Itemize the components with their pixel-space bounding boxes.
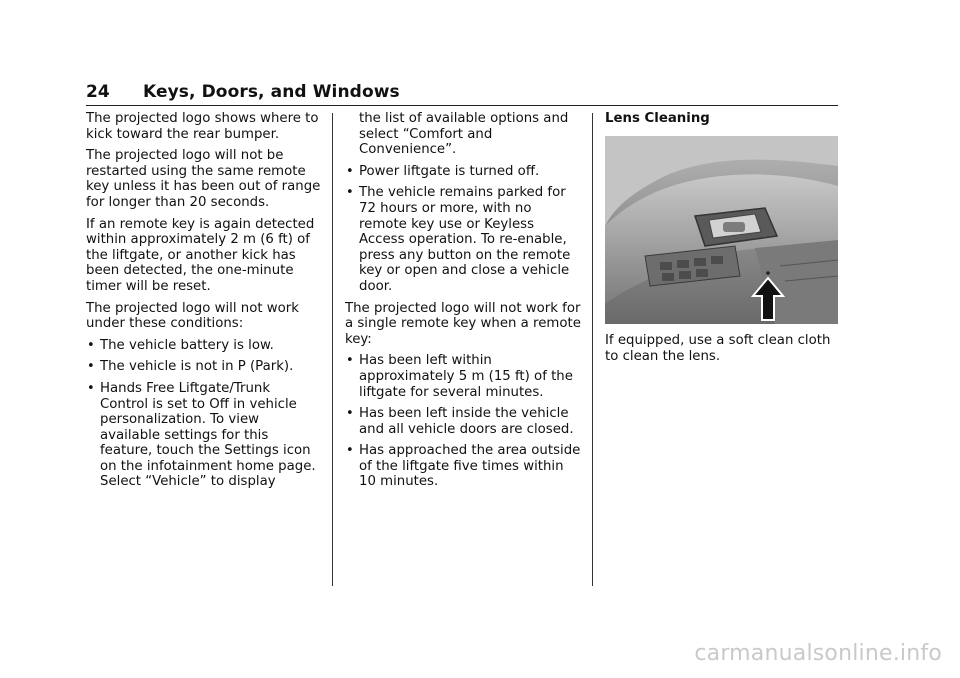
bullet-item: • Has approached the area outside of the liftgate five times within 10 minutes. bbox=[345, 443, 583, 490]
watermark: carmanualsonline.info bbox=[694, 641, 942, 666]
figure-caption: If equipped, use a soft clean cloth to clean the lens. bbox=[605, 333, 831, 364]
paragraph: The projected logo will not work for a single remote key when a remote key: bbox=[345, 300, 581, 347]
bullet-item: • Has been left inside the vehicle and all vehicle doors are closed. bbox=[345, 406, 583, 437]
bullet-item: • Has been left within approximately 5 m (15 ft) of the liftgate for several minutes. bbox=[345, 353, 583, 400]
paragraph: If an remote key is again detected within approximately 2 m (6 ft) of the liftgate, or another kick has been detected, the one-minute timer will be reset. bbox=[86, 216, 315, 294]
liftgate-lens-illustration bbox=[605, 136, 838, 324]
column-divider bbox=[592, 113, 593, 586]
column-3 bbox=[605, 111, 840, 133]
paragraph: The projected logo will not be restarted using the same remote key unless it has been out of range for longer than 20 seconds. bbox=[86, 148, 321, 210]
bullet-item: • Hands Free Liftgate/Trunk Control is set to Off in vehicle personalization. To view available settings for this feature, touch the Settings icon on the infotainment home page. Select “Vehicle” to display bbox=[86, 381, 322, 490]
bullet-list bbox=[86, 338, 322, 490]
page-number: 24 bbox=[86, 82, 110, 102]
column-2 bbox=[345, 111, 583, 496]
chapter-title: Keys, Doors, and Windows bbox=[143, 82, 400, 102]
bullet-item: • The vehicle remains parked for 72 hours or more, with no remote key use or Keyless Access operation. To re-enable, press any button on the remote key or open and close a vehicle door. bbox=[345, 185, 583, 294]
column-divider bbox=[332, 113, 333, 586]
column-1 bbox=[86, 111, 322, 496]
page-header bbox=[86, 80, 838, 106]
continued-bullet-text: the list of available options and select “Comfort and Convenience”. bbox=[359, 111, 569, 158]
section-heading: Lens Cleaning bbox=[605, 111, 710, 126]
bullet-item: • The vehicle is not in P (Park). bbox=[86, 359, 322, 375]
bullet-item: • Power liftgate is turned off. bbox=[345, 164, 583, 180]
bullet-list bbox=[345, 164, 583, 295]
bullet-list bbox=[345, 353, 583, 490]
lens-location-figure bbox=[605, 136, 838, 324]
bullet-item: • The vehicle battery is low. bbox=[86, 338, 322, 354]
lens-marker bbox=[766, 271, 770, 275]
paragraph: The projected logo shows where to kick toward the rear bumper. bbox=[86, 111, 319, 142]
paragraph: The projected logo will not work under these conditions: bbox=[86, 300, 299, 332]
